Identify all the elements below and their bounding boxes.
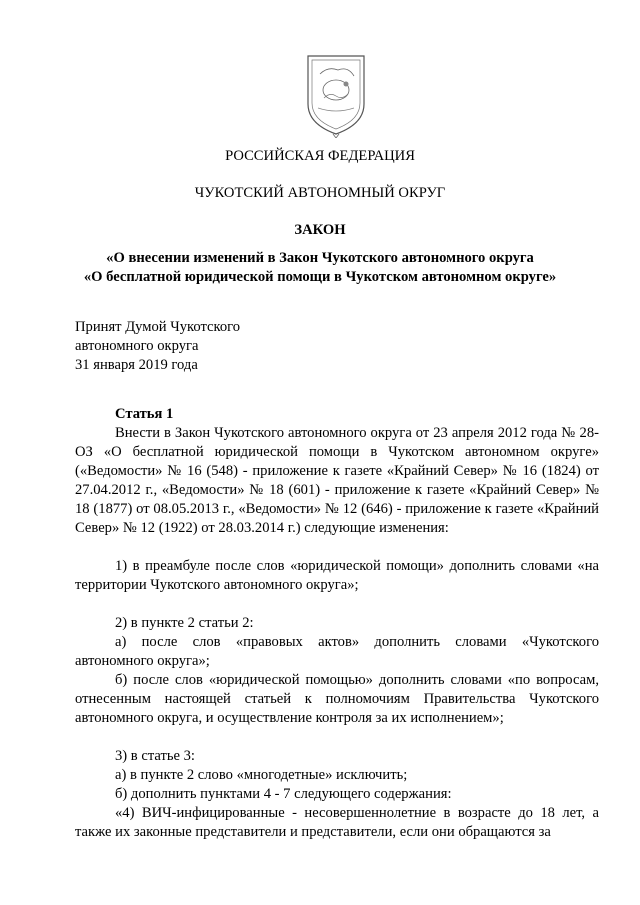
- item-2a: а) после слов «правовых актов» дополнить словами «Чукотского автономного округа»;: [75, 634, 599, 669]
- header-country: РОССИЙСКАЯ ФЕДЕРАЦИЯ: [225, 148, 415, 164]
- article-title: Статья 1: [115, 406, 174, 422]
- adoption-line-2: автономного округа: [75, 338, 199, 354]
- article-body: [75, 405, 599, 842]
- item-3a: а) в пункте 2 слово «многодетные» исключить;: [115, 767, 408, 783]
- adoption-line-1: Принят Думой Чукотского: [75, 319, 241, 335]
- item-1: 1) в преамбуле после слов «юридической помощи» дополнить словами «на территории Чукотского автономного округа»;: [75, 558, 599, 593]
- subject-line-1: «О внесении изменений в Закон Чукотского автономного округа: [106, 250, 534, 266]
- document-subject: [0, 249, 640, 287]
- adoption-date: 31 января 2019 года: [75, 357, 198, 373]
- article-intro: Внести в Закон Чукотского автономного округа от 23 апреля 2012 года № 28-ОЗ «О бесплатной юридической помощи в Чукотском автономном округе» («Ведомости» № 16 (548) - приложение к газете «Крайний Север» № 16 (1824) от 27.04.2012 г., «Ведомости» № 18 (601) - приложение к газете «Крайний Север» № 18 (1877) от 08.05.2013 г., «Ведомости» № 12 (646) - приложение к газете «Крайний Север» № 12 (1922) от 28.03.2014 г.) следующие изменения:: [75, 425, 599, 536]
- item-2: 2) в пункте 2 статьи 2:: [115, 615, 254, 631]
- adoption-block: [75, 318, 240, 375]
- subject-line-2: «О бесплатной юридической помощи в Чукотском автономном округе»: [83, 269, 557, 285]
- header-region: ЧУКОТСКИЙ АВТОНОМНЫЙ ОКРУГ: [194, 185, 446, 201]
- emblem-icon: [298, 48, 374, 138]
- item-2b: б) после слов «юридической помощью» дополнить словами «по вопросам, отнесенным настоящей статьей к полномочиям Правительства Чукотского автономного округа, и осуществление контроля за их исполнением»;: [75, 672, 599, 726]
- item-3b-4: «4) ВИЧ-инфицированные - несовершеннолетние в возрасте до 18 лет, а также их законные представители и представители, если они обращаются за: [75, 805, 599, 840]
- document-type: ЗАКОН: [294, 222, 346, 238]
- item-3: 3) в статье 3:: [115, 748, 195, 764]
- item-3b: б) дополнить пунктами 4 - 7 следующего содержания:: [115, 786, 452, 802]
